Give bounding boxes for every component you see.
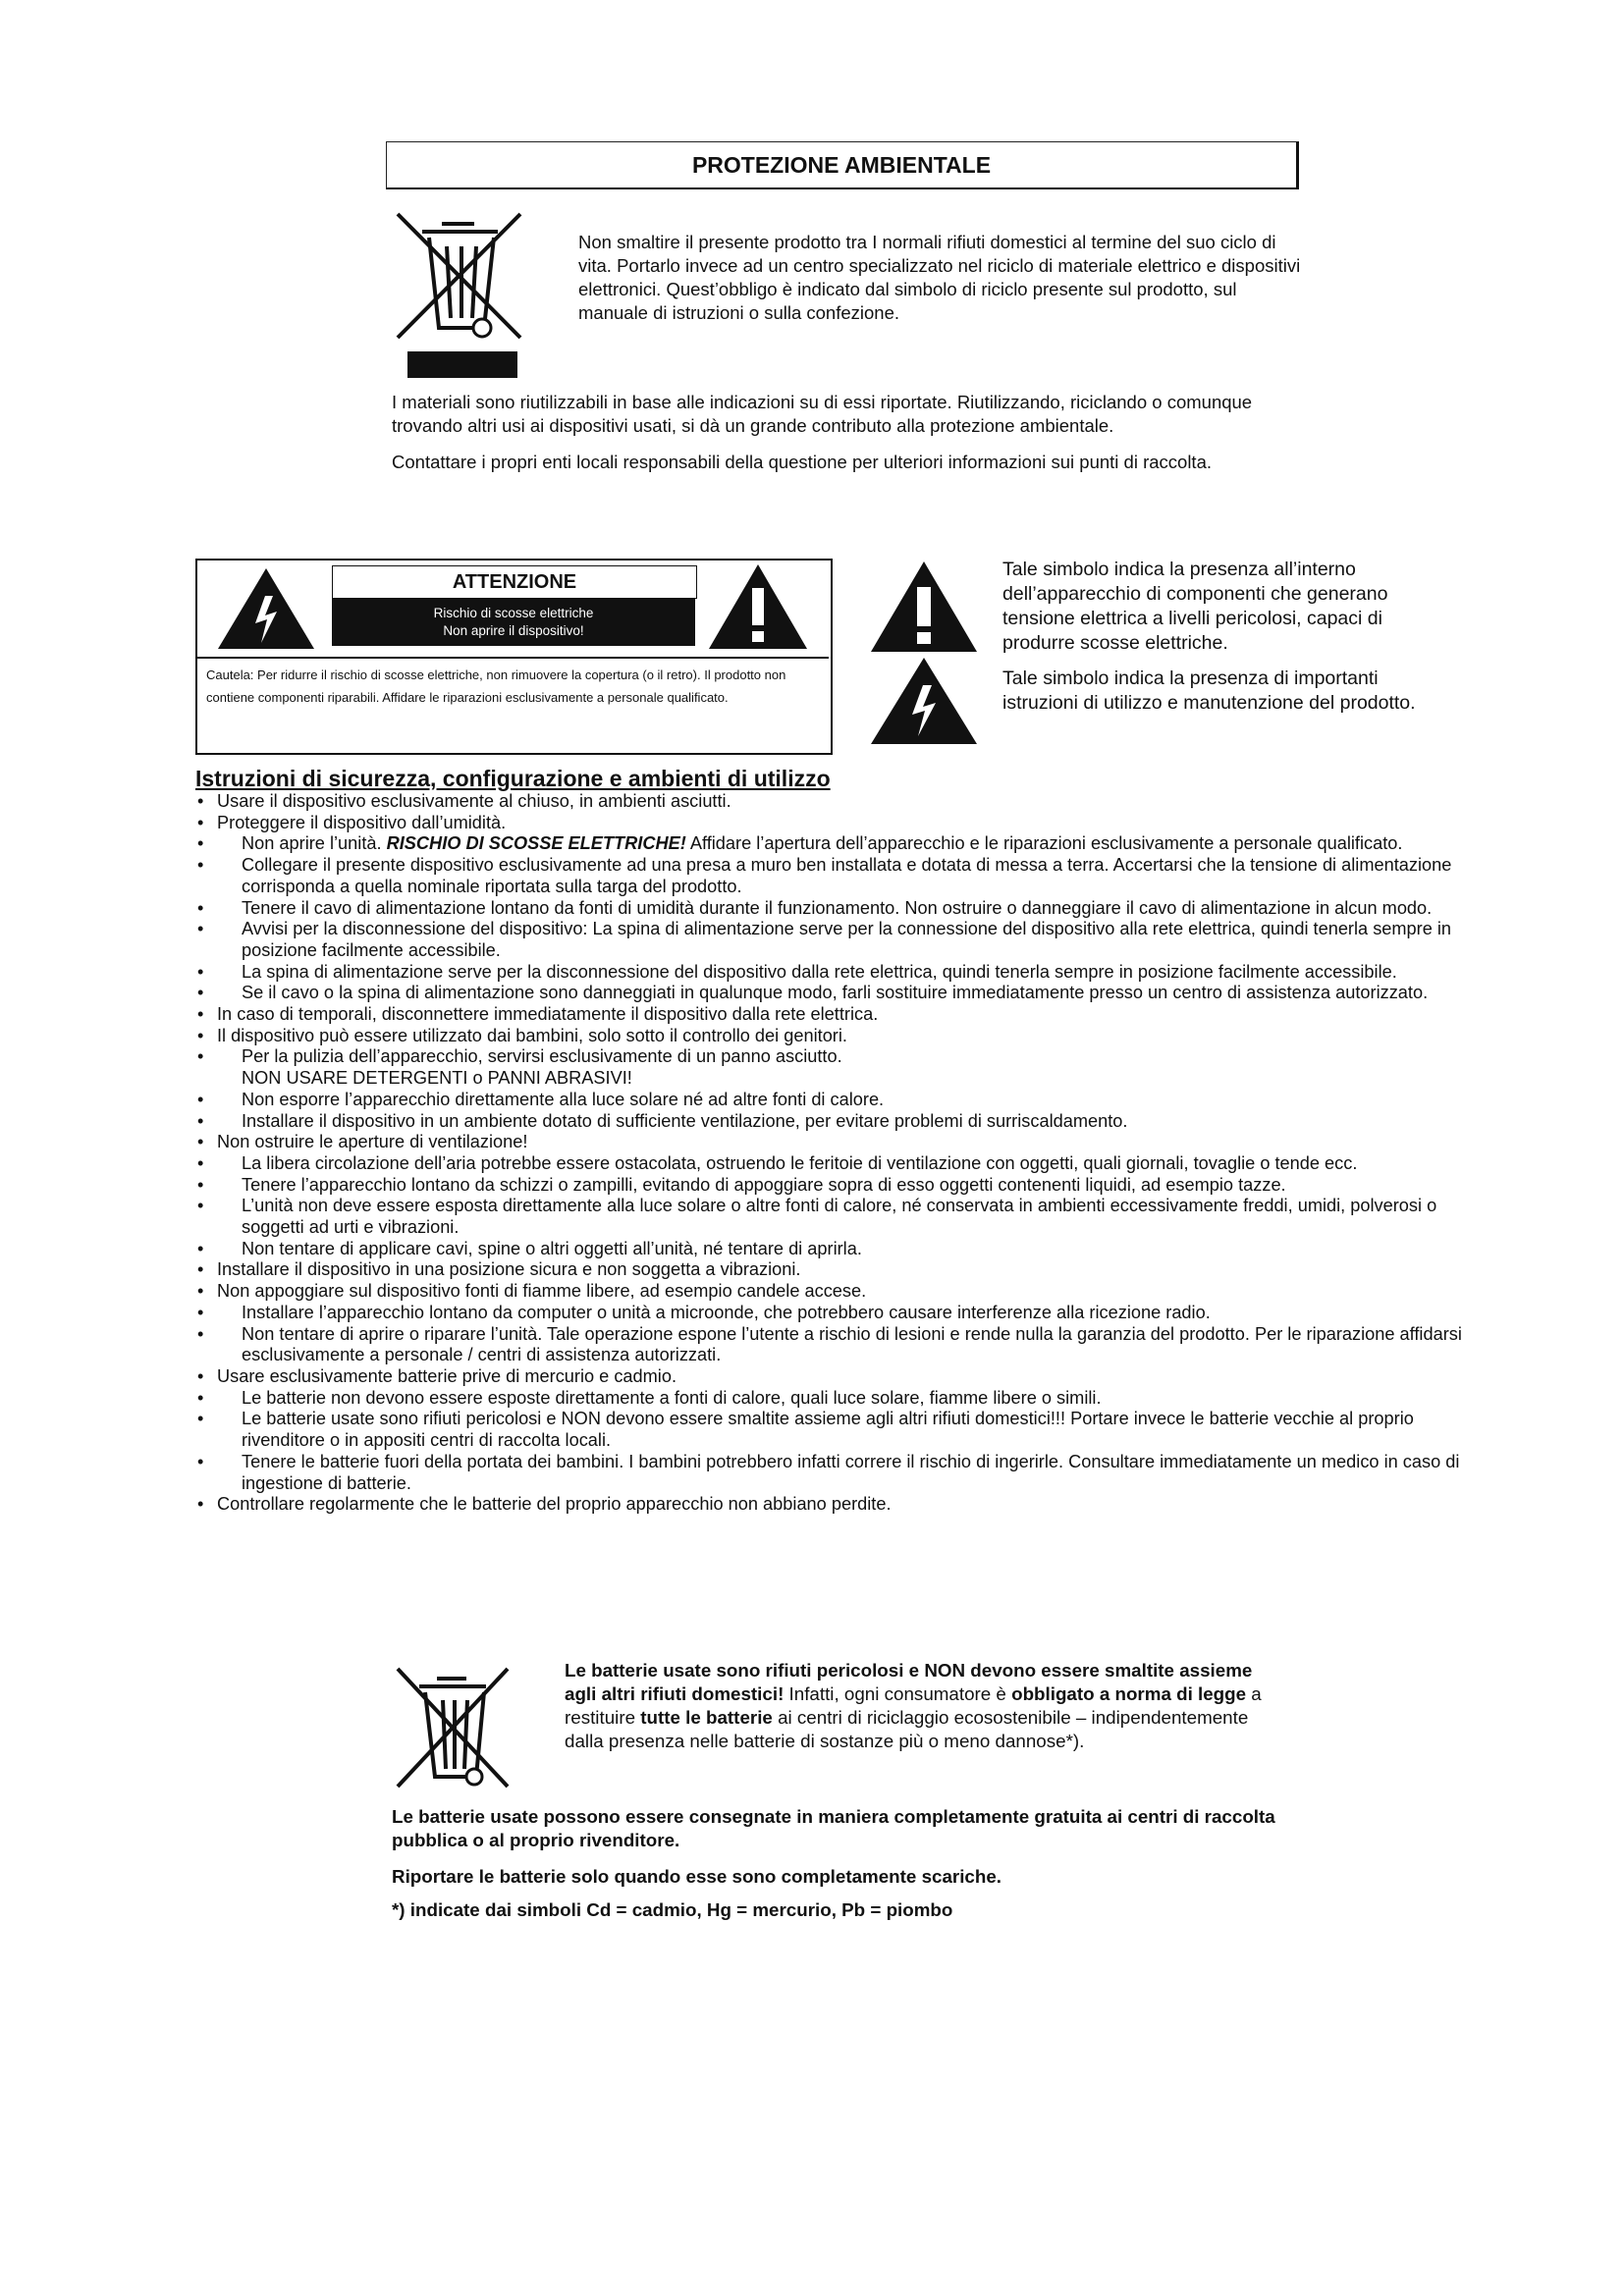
list-item: • Installare l’apparecchio lontano da computer o unità a microonde, che potrebbero causare interferenze alla ricezione radio. xyxy=(195,1303,1491,1324)
battery-text-1: Infatti, ogni consumatore è xyxy=(784,1683,1012,1704)
list-item-text: Affidare l’apertura dell’apparecchio e le riparazioni esclusivamente a personale qualificato. xyxy=(689,833,1403,854)
exclamation-symbol-text: Tale simbolo indica la presenza all’interno dell’apparecchio di componenti che generano tensione elettrica a livelli pericolosi, capaci di produrre scosse elettriche. xyxy=(1002,559,1388,654)
list-item: • Le batterie usate sono rifiuti pericolosi e NON devono essere smaltite assieme agli altri rifiuti domestici!!! Portare invece le batterie vecchie al proprio rivenditore o in appositi centri di raccolta locali. xyxy=(195,1409,1491,1451)
caution-heading: ATTENZIONE xyxy=(332,565,697,599)
battery-bold-2: obbligato a norma di legge xyxy=(1011,1683,1247,1704)
battery-paragraph-1: Le batterie usate possono essere consegnate in maniera completamente gratuita ai centri di raccolta pubblica o al proprio rivenditore. xyxy=(392,1806,1275,1850)
exclamation-warning-icon xyxy=(707,562,809,651)
list-item: • Controllare regolarmente che le batterie del proprio apparecchio non abbiano perdite. xyxy=(195,1494,1491,1516)
contact-paragraph: Contattare i propri enti locali responsabili della questione per ulteriori informazioni sui punti di raccolta. xyxy=(392,452,1212,472)
caution-line-2: Non aprire il dispositivo! xyxy=(443,623,584,638)
weee-bin-icon xyxy=(390,1659,517,1816)
battery-bold-3: tutte le batterie xyxy=(640,1707,773,1728)
section-title: Istruzioni di sicurezza, configurazione e ambienti di utilizzo xyxy=(195,766,831,791)
list-item: • Proteggere il dispositivo dall’umidità. xyxy=(195,813,1491,834)
exclamation-warning-icon xyxy=(869,560,979,654)
list-item: • Tenere il cavo di alimentazione lontano da fonti di umidità durante il funzionamento. Non ostruire o danneggiare il cavo di alimentazione in alcun modo. xyxy=(195,898,1491,920)
weee-text: Non smaltire il presente prodotto tra I normali rifiuti domestici al termine del suo ciclo di vita. Portarlo invece ad un centro specializzato nel riciclo di materiale elettrico e dispositivi elettronici. Quest’obbligo è indicato dal simbolo di riciclo presente sul prodotto, sul manuale di istruzioni o sulla confezione. xyxy=(578,232,1301,323)
list-item: • Non appoggiare sul dispositivo fonti di fiamme libere, ad esempio candele accese. xyxy=(195,1281,1491,1303)
weee-bin-icon xyxy=(388,202,535,379)
no-detergents-warning: NON USARE DETERGENTI o PANNI ABRASIVI! xyxy=(242,1068,632,1089)
list-item: • Installare il dispositivo in una posizione sicura e non soggetta a vibrazioni. xyxy=(195,1259,1491,1281)
open-unit-prefix: Non aprire l’unità. xyxy=(242,833,382,854)
caution-divider xyxy=(195,657,829,659)
caution-text: Cautela: Per ridurre il rischio di scosse elettriche, non rimuovere la copertura (o il retro). Il prodotto non contiene componenti riparabili. Affidare le riparazioni esclusivamente a personale qualificato. xyxy=(206,667,786,705)
list-item: • Le batterie non devono essere esposte direttamente a fonti di calore, quali luce solare, fiamme libere o simili. xyxy=(195,1388,1491,1410)
safety-list xyxy=(195,791,1491,1516)
page-title: PROTEZIONE AMBIENTALE xyxy=(691,152,992,178)
caution-line-1: Rischio di scosse elettriche xyxy=(433,606,594,620)
battery-text-3: ai centri di riciclaggio ecosostenibile – indipendentemente dalla presenza nelle batterie di sostanze più o meno dannose*). xyxy=(565,1707,1249,1751)
list-item: • Usare esclusivamente batterie prive di mercurio e cadmio. xyxy=(195,1366,1491,1388)
battery-notice xyxy=(565,1659,1286,1753)
list-item: • La spina di alimentazione serve per la disconnessione del dispositivo dalla rete elettrica, quindi tenerla sempre in posizione facilmente accessibile. xyxy=(195,962,1491,984)
list-item xyxy=(195,833,1491,855)
list-item: • Il dispositivo può essere utilizzato dai bambini, solo sotto il controllo dei genitori. xyxy=(195,1026,1491,1047)
high-voltage-icon xyxy=(216,566,316,651)
list-item: • L’unità non deve essere esposta direttamente alla luce solare o altre fonti di calore, né conservata in ambienti eccessivamente freddi, umidi, polverosi o soggetti ad urti e vibrazioni. xyxy=(195,1196,1491,1238)
list-item: • Non esporre l’apparecchio direttamente alla luce solare né ad altre fonti di calore. xyxy=(195,1090,1491,1111)
list-item xyxy=(195,1046,1491,1089)
list-item: • Non tentare di applicare cavi, spine o altri oggetti all’unità, né tentare di aprirla. xyxy=(195,1239,1491,1260)
battery-paragraph-2: Riportare le batterie solo quando esse sono completamente scariche. xyxy=(392,1866,1002,1887)
list-item: • Non tentare di aprire o riparare l’unità. Tale operazione espone l’utente a rischio di lesioni e rende nulla la garanzia del prodotto. Per le riparazione affidarsi esclusivamente a personale / centri di assistenza autorizzati. xyxy=(195,1324,1491,1366)
list-item: • La libera circolazione dell’aria potrebbe essere ostacolata, ostruendo le feritoie di ventilazione con oggetti, quali giornali, tovaglie o tende ecc. xyxy=(195,1153,1491,1175)
battery-footnote: *) indicate dai simboli Cd = cadmio, Hg = mercurio, Pb = piombo xyxy=(392,1899,953,1920)
lightning-symbol-text: Tale simbolo indica la presenza di importanti istruzioni di utilizzo e manutenzione del prodotto. xyxy=(1002,667,1416,714)
caution-warning-label xyxy=(332,599,695,646)
list-item: • In caso di temporali, disconnettere immediatamente il dispositivo dalla rete elettrica. xyxy=(195,1004,1491,1026)
list-item: • Tenere le batterie fuori della portata dei bambini. I bambini potrebbero infatti correre il rischio di ingerirle. Consultare immediatamente un medico in caso di ingestione di batterie. xyxy=(195,1452,1491,1494)
list-item: • Tenere l’apparecchio lontano da schizzi o zampilli, evitando di appoggiare sopra di esso oggetti contenenti liquidi, ad esempio tazze. xyxy=(195,1175,1491,1197)
shock-warning: RISCHIO DI SCOSSE ELETTRICHE! xyxy=(386,833,686,854)
list-item: • Collegare il presente dispositivo esclusivamente ad una presa a muro ben installata e dotata di messa a terra. Accertarsi che la tensione di alimentazione corrisponda a quella nominale riportata sulla targa del prodotto. xyxy=(195,855,1491,897)
list-item: • Se il cavo o la spina di alimentazione sono danneggiati in qualunque modo, farli sostituire immediatamente presso un centro di assistenza autorizzato. xyxy=(195,983,1491,1004)
battery-bold-1: Le batterie usate sono rifiuti pericolosi e NON devono essere smaltite assieme agli altri rifiuti domestici! xyxy=(565,1660,1253,1704)
battery-text-2: a restituire xyxy=(565,1683,1262,1728)
high-voltage-icon xyxy=(869,656,979,746)
recycling-paragraph: I materiali sono riutilizzabili in base alle indicazioni su di essi riportate. Riutilizzando, riciclando o comunque trovando altri usi ai dispositivi usati, si dà un grande contributo alla protezione ambientale. xyxy=(392,392,1253,436)
list-item-text: • Per la pulizia dell’apparecchio, servirsi esclusivamente di un panno asciutto. xyxy=(242,1046,842,1067)
list-item: • Non ostruire le aperture di ventilazione! xyxy=(195,1132,1491,1153)
list-item: • Avvisi per la disconnessione del dispositivo: La spina di alimentazione serve per la connessione del dispositivo alla rete elettrica, quindi tenerla sempre in posizione facilmente accessibile. xyxy=(195,919,1491,961)
list-item: • Installare il dispositivo in un ambiente dotato di sufficiente ventilazione, per evitare problemi di surriscaldamento. xyxy=(195,1111,1491,1133)
title-box xyxy=(386,141,1299,189)
list-item: • Usare il dispositivo esclusivamente al chiuso, in ambienti asciutti. xyxy=(195,791,1491,813)
